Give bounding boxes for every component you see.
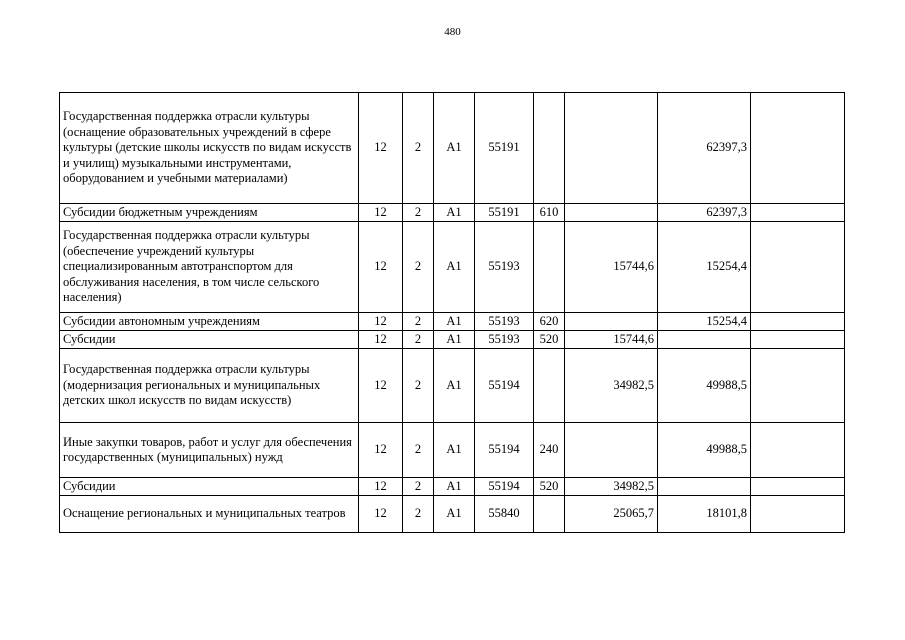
table-row: [60, 204, 845, 222]
row-sum-1: 25065,7: [565, 496, 658, 533]
row-name: Субсидии автономным учреждениям: [60, 313, 359, 331]
row-program: А1: [434, 313, 475, 331]
row-section: 12: [359, 331, 403, 349]
row-program: А1: [434, 93, 475, 204]
row-expense-type: [534, 496, 565, 533]
row-sum-3: [751, 331, 845, 349]
row-sum-3: [751, 478, 845, 496]
row-sum-1: 34982,5: [565, 478, 658, 496]
table-row: [60, 478, 845, 496]
row-program: А1: [434, 349, 475, 423]
row-subsection: 2: [403, 204, 434, 222]
row-target-article: 55194: [475, 423, 534, 478]
row-sum-2: 49988,5: [658, 349, 751, 423]
row-subsection: 2: [403, 496, 434, 533]
row-section: 12: [359, 204, 403, 222]
row-subsection: 2: [403, 313, 434, 331]
row-target-article: 55193: [475, 331, 534, 349]
table-row: [60, 349, 845, 423]
table-row: [60, 496, 845, 533]
row-subsection: 2: [403, 93, 434, 204]
table-row: [60, 93, 845, 204]
row-sum-2: 15254,4: [658, 313, 751, 331]
row-target-article: 55191: [475, 204, 534, 222]
row-subsection: 2: [403, 478, 434, 496]
row-expense-type: 610: [534, 204, 565, 222]
row-section: 12: [359, 478, 403, 496]
table-row: [60, 331, 845, 349]
row-subsection: 2: [403, 331, 434, 349]
row-target-article: 55193: [475, 222, 534, 313]
row-section: 12: [359, 349, 403, 423]
row-sum-3: [751, 496, 845, 533]
row-sum-1: [565, 313, 658, 331]
row-target-article: 55194: [475, 349, 534, 423]
row-sum-3: [751, 222, 845, 313]
row-target-article: 55194: [475, 478, 534, 496]
row-sum-1: 15744,6: [565, 331, 658, 349]
row-program: А1: [434, 204, 475, 222]
row-section: 12: [359, 222, 403, 313]
row-sum-3: [751, 423, 845, 478]
row-sum-3: [751, 313, 845, 331]
row-section: 12: [359, 93, 403, 204]
row-sum-3: [751, 349, 845, 423]
row-subsection: 2: [403, 222, 434, 313]
row-name: Оснащение региональных и муниципальных театров: [60, 496, 359, 533]
row-target-article: 55191: [475, 93, 534, 204]
row-name: Иные закупки товаров, работ и услуг для обеспечения государственных (муниципальных) нужд: [60, 423, 359, 478]
budget-table: [59, 92, 845, 533]
row-name: Субсидии бюджетным учреждениям: [60, 204, 359, 222]
row-name: Субсидии: [60, 331, 359, 349]
row-program: А1: [434, 423, 475, 478]
table-row: [60, 222, 845, 313]
row-expense-type: [534, 349, 565, 423]
row-sum-1: [565, 423, 658, 478]
row-sum-2: 62397,3: [658, 204, 751, 222]
row-section: 12: [359, 496, 403, 533]
row-sum-2: 62397,3: [658, 93, 751, 204]
table-row: [60, 313, 845, 331]
row-target-article: 55193: [475, 313, 534, 331]
row-program: А1: [434, 222, 475, 313]
row-sum-2: [658, 331, 751, 349]
row-name: Субсидии: [60, 478, 359, 496]
row-sum-1: [565, 93, 658, 204]
row-sum-1: 34982,5: [565, 349, 658, 423]
row-program: А1: [434, 496, 475, 533]
row-expense-type: 240: [534, 423, 565, 478]
row-sum-2: 15254,4: [658, 222, 751, 313]
row-program: А1: [434, 478, 475, 496]
row-sum-2: 49988,5: [658, 423, 751, 478]
row-sum-2: [658, 478, 751, 496]
row-subsection: 2: [403, 423, 434, 478]
row-expense-type: [534, 222, 565, 313]
table-row: [60, 423, 845, 478]
row-expense-type: 620: [534, 313, 565, 331]
row-name: Государственная поддержка отрасли культуры (модернизация региональных и муниципальных детских школ искусств по видам искусств): [60, 349, 359, 423]
row-expense-type: [534, 93, 565, 204]
row-sum-3: [751, 204, 845, 222]
row-subsection: 2: [403, 349, 434, 423]
row-name: Государственная поддержка отрасли культуры (оснащение образовательных учреждений в сфере культуры (детские школы искусств по видам искусств и училищ) музыкальными инструментами, оборудованием и учебными материалами): [60, 93, 359, 204]
row-sum-1: [565, 204, 658, 222]
row-section: 12: [359, 423, 403, 478]
row-section: 12: [359, 313, 403, 331]
row-expense-type: 520: [534, 331, 565, 349]
row-sum-2: 18101,8: [658, 496, 751, 533]
page-number: 480: [444, 26, 461, 38]
row-target-article: 55840: [475, 496, 534, 533]
row-sum-3: [751, 93, 845, 204]
row-program: А1: [434, 331, 475, 349]
row-sum-1: 15744,6: [565, 222, 658, 313]
row-name: Государственная поддержка отрасли культуры (обеспечение учреждений культуры специализированным автотранспортом для обслуживания населения, в том числе сельского населения): [60, 222, 359, 313]
row-expense-type: 520: [534, 478, 565, 496]
